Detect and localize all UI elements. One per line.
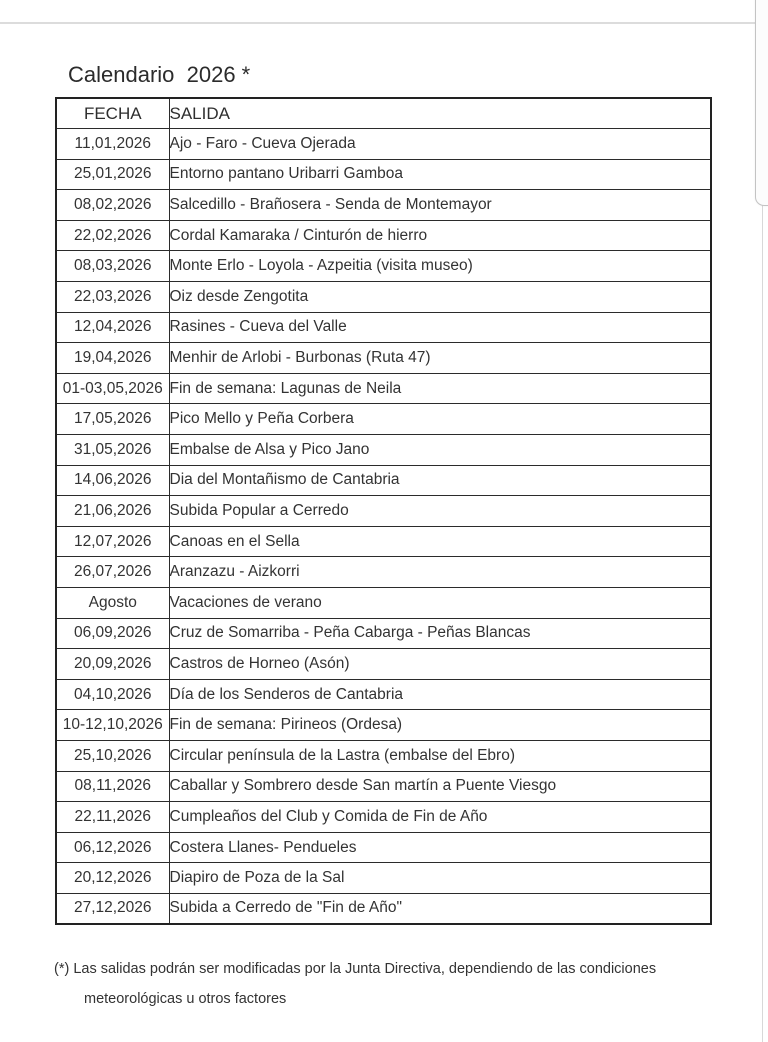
cell-salida: Día de los Senderos de Cantabria (169, 679, 711, 710)
cell-fecha: 08,11,2026 (56, 771, 169, 802)
table-body (56, 129, 711, 924)
table-row (56, 404, 711, 435)
cell-fecha: 10-12,10,2026 (56, 710, 169, 741)
cell-salida: Fin de semana: Lagunas de Neila (169, 373, 711, 404)
page-title: Calendario 2026 * (68, 62, 251, 87)
cell-salida: Costera Llanes- Pendueles (169, 832, 711, 863)
table-row (56, 618, 711, 649)
cell-fecha: 14,06,2026 (56, 465, 169, 496)
cell-salida: Menhir de Arlobi - Burbonas (Ruta 47) (169, 343, 711, 374)
footnote-line-2: meteorológicas u otros factores (84, 991, 287, 1007)
cell-fecha: 21,06,2026 (56, 496, 169, 527)
cell-salida: Embalse de Alsa y Pico Jano (169, 435, 711, 466)
cell-salida: Castros de Horneo (Asón) (169, 649, 711, 680)
footnote-line-1: (*) Las salidas podrán ser modificadas por la Junta Directiva, dependiendo de las condiciones (54, 961, 657, 977)
cell-fecha: 01-03,05,2026 (56, 373, 169, 404)
cell-fecha: 22,11,2026 (56, 802, 169, 833)
cell-fecha: 06,12,2026 (56, 832, 169, 863)
footnote (54, 954, 714, 1014)
cell-salida: Oiz desde Zengotita (169, 282, 711, 313)
cell-salida: Aranzazu - Aizkorri (169, 557, 711, 588)
cell-salida: Subida a Cerredo de "Fin de Año" (169, 893, 711, 924)
table-row (56, 740, 711, 771)
table-row (56, 373, 711, 404)
cell-fecha: 27,12,2026 (56, 893, 169, 924)
cell-fecha: 25,10,2026 (56, 740, 169, 771)
table-row (56, 190, 711, 221)
table-row (56, 496, 711, 527)
cell-salida: Entorno pantano Uribarri Gamboa (169, 159, 711, 190)
cell-fecha: 22,02,2026 (56, 220, 169, 251)
cell-salida: Fin de semana: Pirineos (Ordesa) (169, 710, 711, 741)
cell-fecha: 08,03,2026 (56, 251, 169, 282)
table-row (56, 893, 711, 924)
cell-salida: Cordal Kamaraka / Cinturón de hierro (169, 220, 711, 251)
cell-fecha: 31,05,2026 (56, 435, 169, 466)
calendar-table (55, 97, 712, 925)
cell-salida: Diapiro de Poza de la Sal (169, 863, 711, 894)
cell-salida: Cruz de Somarriba - Peña Cabarga - Peñas Blancas (169, 618, 711, 649)
cell-salida: Caballar y Sombrero desde San martín a Puente Viesgo (169, 771, 711, 802)
cell-salida: Vacaciones de verano (169, 588, 711, 619)
table-row (56, 129, 711, 160)
cell-fecha: 12,04,2026 (56, 312, 169, 343)
table-row (56, 649, 711, 680)
table-row (56, 343, 711, 374)
cell-fecha: 04,10,2026 (56, 679, 169, 710)
cell-fecha: Agosto (56, 588, 169, 619)
cell-salida: Rasines - Cueva del Valle (169, 312, 711, 343)
table-row (56, 465, 711, 496)
cell-salida: Subida Popular a Cerredo (169, 496, 711, 527)
table-row (56, 771, 711, 802)
table-row (56, 251, 711, 282)
table-row (56, 710, 711, 741)
cell-fecha: 06,09,2026 (56, 618, 169, 649)
table-row (56, 220, 711, 251)
table-row (56, 312, 711, 343)
scrollbar-thumb[interactable] (755, 0, 768, 206)
table-row (56, 679, 711, 710)
table-row (56, 435, 711, 466)
cell-fecha: 08,02,2026 (56, 190, 169, 221)
cell-fecha: 12,07,2026 (56, 526, 169, 557)
table-header-row (56, 98, 711, 129)
cell-salida: Canoas en el Sella (169, 526, 711, 557)
cell-fecha: 25,01,2026 (56, 159, 169, 190)
page-boundary-line (0, 22, 762, 24)
table-row (56, 159, 711, 190)
table-row (56, 282, 711, 313)
cell-salida: Dia del Montañismo de Cantabria (169, 465, 711, 496)
cell-salida: Monte Erlo - Loyola - Azpeitia (visita museo) (169, 251, 711, 282)
cell-fecha: 19,04,2026 (56, 343, 169, 374)
table-row (56, 526, 711, 557)
table-row (56, 557, 711, 588)
calendar-table-container (55, 97, 712, 925)
cell-salida: Cumpleaños del Club y Comida de Fin de Año (169, 802, 711, 833)
column-header-fecha: FECHA (56, 98, 169, 129)
cell-salida: Circular península de la Lastra (embalse del Ebro) (169, 740, 711, 771)
cell-fecha: 20,12,2026 (56, 863, 169, 894)
table-row (56, 863, 711, 894)
cell-fecha: 11,01,2026 (56, 129, 169, 160)
cell-fecha: 22,03,2026 (56, 282, 169, 313)
column-header-salida: SALIDA (169, 98, 711, 129)
cell-salida: Ajo - Faro - Cueva Ojerada (169, 129, 711, 160)
cell-fecha: 20,09,2026 (56, 649, 169, 680)
table-row (56, 832, 711, 863)
table-row (56, 588, 711, 619)
cell-salida: Salcedillo - Brañosera - Senda de Montemayor (169, 190, 711, 221)
cell-fecha: 17,05,2026 (56, 404, 169, 435)
cell-fecha: 26,07,2026 (56, 557, 169, 588)
cell-salida: Pico Mello y Peña Corbera (169, 404, 711, 435)
table-row (56, 802, 711, 833)
